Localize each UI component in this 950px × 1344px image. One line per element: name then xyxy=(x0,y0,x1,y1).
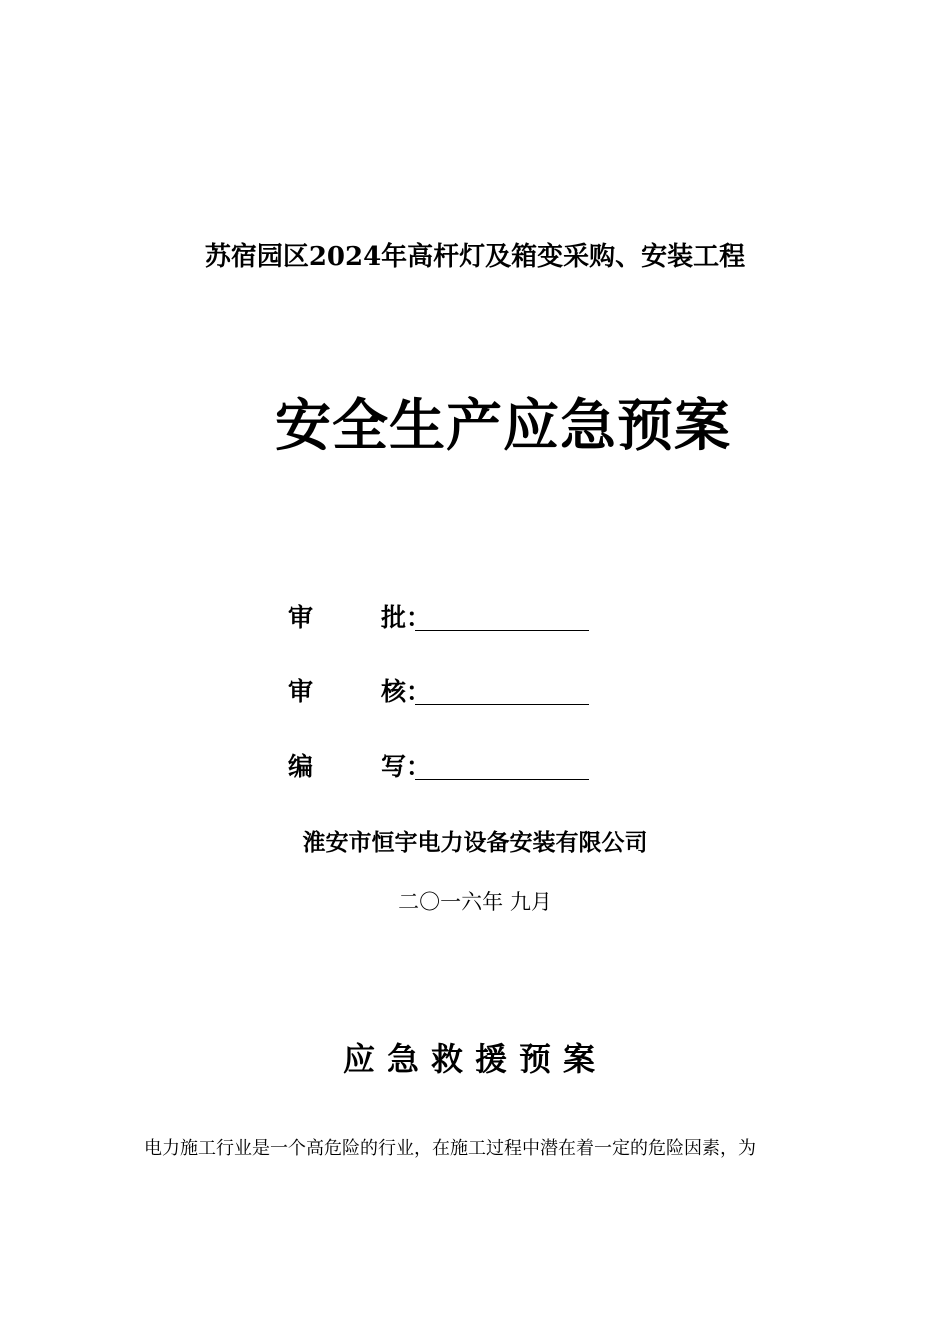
section-title: 应急救援预案 xyxy=(342,1040,607,1078)
author-label xyxy=(288,747,406,783)
document-date: 二〇一六年 九月 xyxy=(398,890,552,914)
review-colon: ： xyxy=(406,677,432,706)
author-label-char-1: 编 xyxy=(288,752,314,781)
approval-row xyxy=(288,598,589,634)
main-title: 安全生产应急预案 xyxy=(275,394,731,459)
review-label xyxy=(288,672,406,708)
project-title: 苏宿园区2024年高杆灯及箱变采购、安装工程 xyxy=(204,242,746,272)
company-name: 淮安市恒宇电力设备安装有限公司 xyxy=(302,829,648,856)
approval-label xyxy=(288,598,406,634)
author-colon: ： xyxy=(406,752,432,781)
approval-colon: ： xyxy=(406,603,432,632)
approval-label-char-1: 审 xyxy=(288,603,314,632)
author-signature-line xyxy=(415,779,589,780)
review-label-char-2: 核 xyxy=(380,677,406,706)
approval-signature-line xyxy=(415,630,589,631)
author-row xyxy=(288,747,589,783)
body-paragraph: 电力施工行业是一个高危险的行业，在施工过程中潜在着一定的危险因素，为 xyxy=(144,1138,756,1159)
author-label-char-2: 写 xyxy=(380,752,406,781)
approval-label-char-2: 批 xyxy=(380,603,406,632)
review-row xyxy=(288,672,589,708)
review-signature-line xyxy=(415,704,589,705)
review-label-char-1: 审 xyxy=(288,677,314,706)
